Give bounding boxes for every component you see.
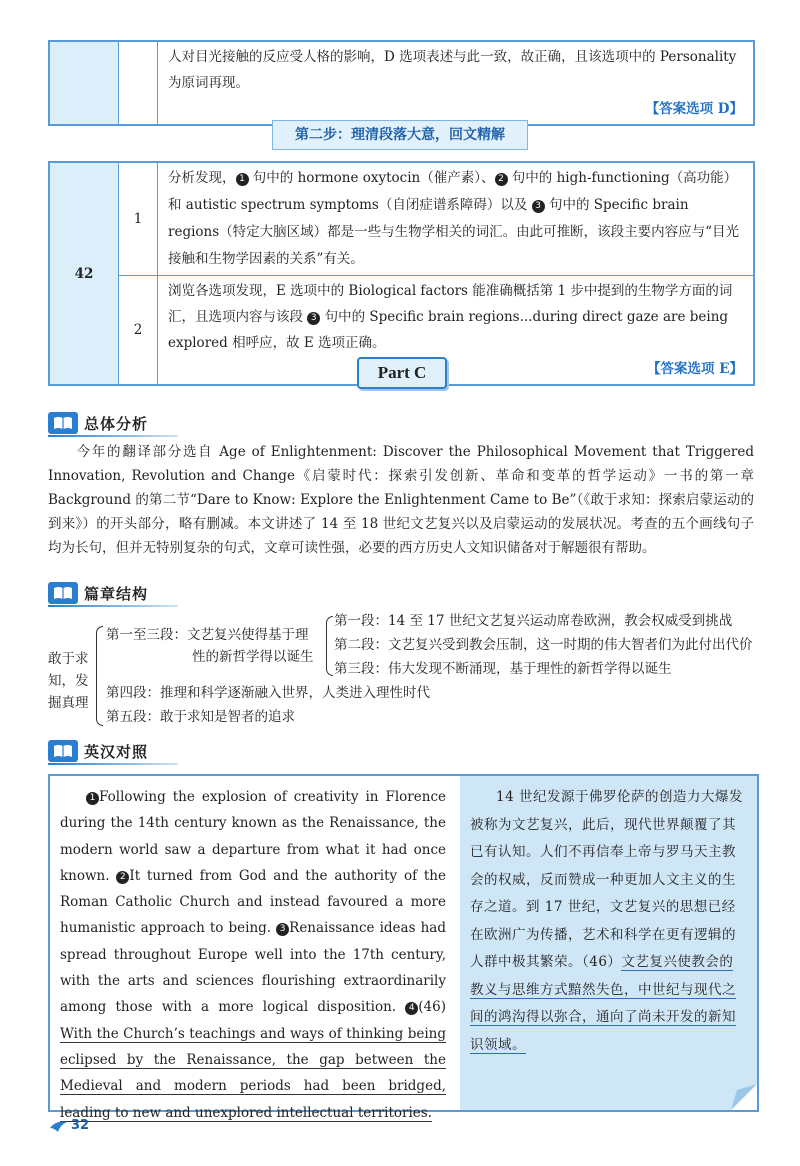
step-explanation [158, 162, 755, 276]
explanation-cell [158, 41, 755, 125]
step-cell [119, 41, 158, 125]
zh-underlined-text: 文艺复兴使教会的教义与思维方式黯然失色，中世纪与现代之间的鸿沟得以弥合，通向了尚未开发的新知识领域。 [470, 954, 736, 1053]
section-heading-structure [48, 580, 148, 606]
root-line: 掘真理 [48, 695, 89, 711]
sub-item: 第三段：伟大发现不断涌现，基于理性的新哲学得以诞生 [334, 661, 672, 677]
part-title: Part C [357, 357, 447, 389]
circle-2-icon: 2 [116, 871, 129, 884]
book-mark-icon [50, 1120, 68, 1132]
book-icon [48, 412, 78, 434]
brace [326, 616, 333, 676]
sub-item: 第一段：14 至 17 世纪文艺复兴运动席卷欧洲，教会权威受到挑战 [334, 613, 733, 629]
step-number: 1 [119, 162, 158, 276]
circle-2-icon: 2 [495, 173, 508, 186]
section-title: 篇章结构 [84, 584, 149, 603]
circle-1-icon: 1 [236, 173, 249, 186]
answer-label: 【答案选项 D】 [645, 101, 743, 117]
question-number-cell [49, 41, 119, 125]
overall-text: 今年的翻译部分选自 Age of Enlightenment: Discover the Philosophical Movement that Triggered Innovation, Revolution and Change《启蒙时代：探索引发创新、革命和变革的哲学运动》一书的第一章 Background 的第二节“Dare to Know: Explore the Enlightenment Came to Be”（《敢于求知：探索启蒙运动的到来》）的开头部分，略有删减。本文讲述了 14 至 18 世纪文艺复兴以及启蒙运动的发展状况。考查的五个画线句子均为长句，但并无特别复杂的句式，文章可读性强，必要的西方历史人文知识储备对于解题很有帮助。 [48, 444, 754, 556]
circle-3-icon: 3 [532, 200, 545, 213]
zh-text: 14 世纪发源于佛罗伦萨的创造力大爆发被称为文艺复兴，此后，现代世界颠覆了其已有认知。人们不再信奉上帝与罗马天主教会的权威，反而赞成一种更加人文主义的生存之道。到 17 世纪，文艺复兴的思想已经在欧洲广为传播，艺术和科学在更有逻辑的人群中极其繁荣。（46） [470, 789, 743, 970]
answer-label: 【答案选项 E】 [647, 361, 743, 377]
root-line: 敢于求 [48, 651, 89, 667]
book-icon [48, 740, 78, 762]
group1-label: 第一至三段：文艺复兴使得基于理 [106, 627, 309, 643]
answer-table-top [48, 40, 755, 126]
chinese-passage [470, 784, 747, 1059]
en-sentence: It turned from God and the authority of the Roman Catholic Church and instead favoured a more humanistic approach to being. [60, 867, 446, 937]
para5-item: 第五段：敢于求知是智者的追求 [106, 709, 295, 725]
heading-underline [48, 435, 178, 437]
answer-table-q42 [48, 161, 755, 386]
en-sentence: Following the explosion of creativity in Florence during the 14th century known as the Renaissance, the modern world saw a departure from what it had once known. [60, 789, 446, 884]
step2-banner: 第二步：理清段落大意，回文精解 [272, 120, 528, 150]
heading-underline [48, 605, 178, 607]
section-title: 英汉对照 [84, 742, 149, 761]
chinese-panel [460, 776, 757, 1110]
page-footer [50, 1118, 89, 1133]
bilingual-box [48, 774, 759, 1121]
circle-1-icon: 1 [86, 792, 99, 805]
step-explanation [158, 276, 755, 386]
circle-3-icon: 3 [307, 312, 320, 325]
step-number: 2 [119, 276, 158, 386]
step-text: 浏览各选项发现，E 选项中的 Biological factors 能准确概括第 1 步中提到的生物学方面的词汇，且选项内容与该段 3 句中的 Specific brain regions...during direct gaze are being explored 相呼应，故 E 选项正确。 [168, 283, 733, 351]
overall-paragraph [48, 440, 754, 560]
brace [96, 626, 103, 726]
structure-root [48, 648, 94, 714]
en-underlined-sentence: With the Church’s teachings and ways of thinking being eclipsed by the Renaissance, the gap between the Medieval and modern periods had been bridged, leading to new and unexplored intellectual territories. [60, 1025, 446, 1121]
en-sentence: Renaissance ideas had spread throughout Europe well into the 17th century, with the arts and sciences flourishing extraordinarily among those with a more logical disposition. [60, 920, 446, 1016]
question-ref: (46) [418, 999, 446, 1016]
section-heading-overall [48, 410, 148, 436]
section-title: 总体分析 [84, 414, 149, 433]
sub-item: 第二段：文艺复兴受到教会压制，这一时期的伟大智者们为此付出代价 [334, 637, 753, 653]
question-number: 42 [49, 162, 119, 385]
section-heading-bilingual [48, 738, 148, 764]
circle-4-icon: 4 [405, 1002, 418, 1015]
root-line: 知，发 [48, 673, 89, 689]
para4-item: 第四段：推理和科学逐渐融入世界，人类进入理性时代 [106, 685, 430, 701]
explanation-text: 人对目光接触的反应受人格的影响，D 选项表述与此一致，故正确，且该选项中的 Personality 为原词再现。 [168, 49, 737, 91]
page-number: 32 [71, 1118, 90, 1133]
group1-label: 性的新哲学得以诞生 [192, 649, 314, 665]
circle-3-icon: 3 [276, 923, 289, 936]
book-icon [48, 582, 78, 604]
structure-diagram [48, 610, 768, 730]
page-curl-icon [731, 1084, 757, 1110]
heading-underline [48, 763, 178, 765]
english-passage [60, 784, 446, 1126]
step-text: 分析发现， 1 句中的 hormone oxytocin（催产素）、 2 句中的 high-functioning（高功能）和 autistic spectrum symptoms（自闭症谱系障碍）以及 3 句中的 Specific brain regions（特定大脑区域）都是一些与生物学相关的词汇。由此可推断，该段主要内容应与“目光接触和生物学因素的关系”有关。 [168, 170, 740, 267]
